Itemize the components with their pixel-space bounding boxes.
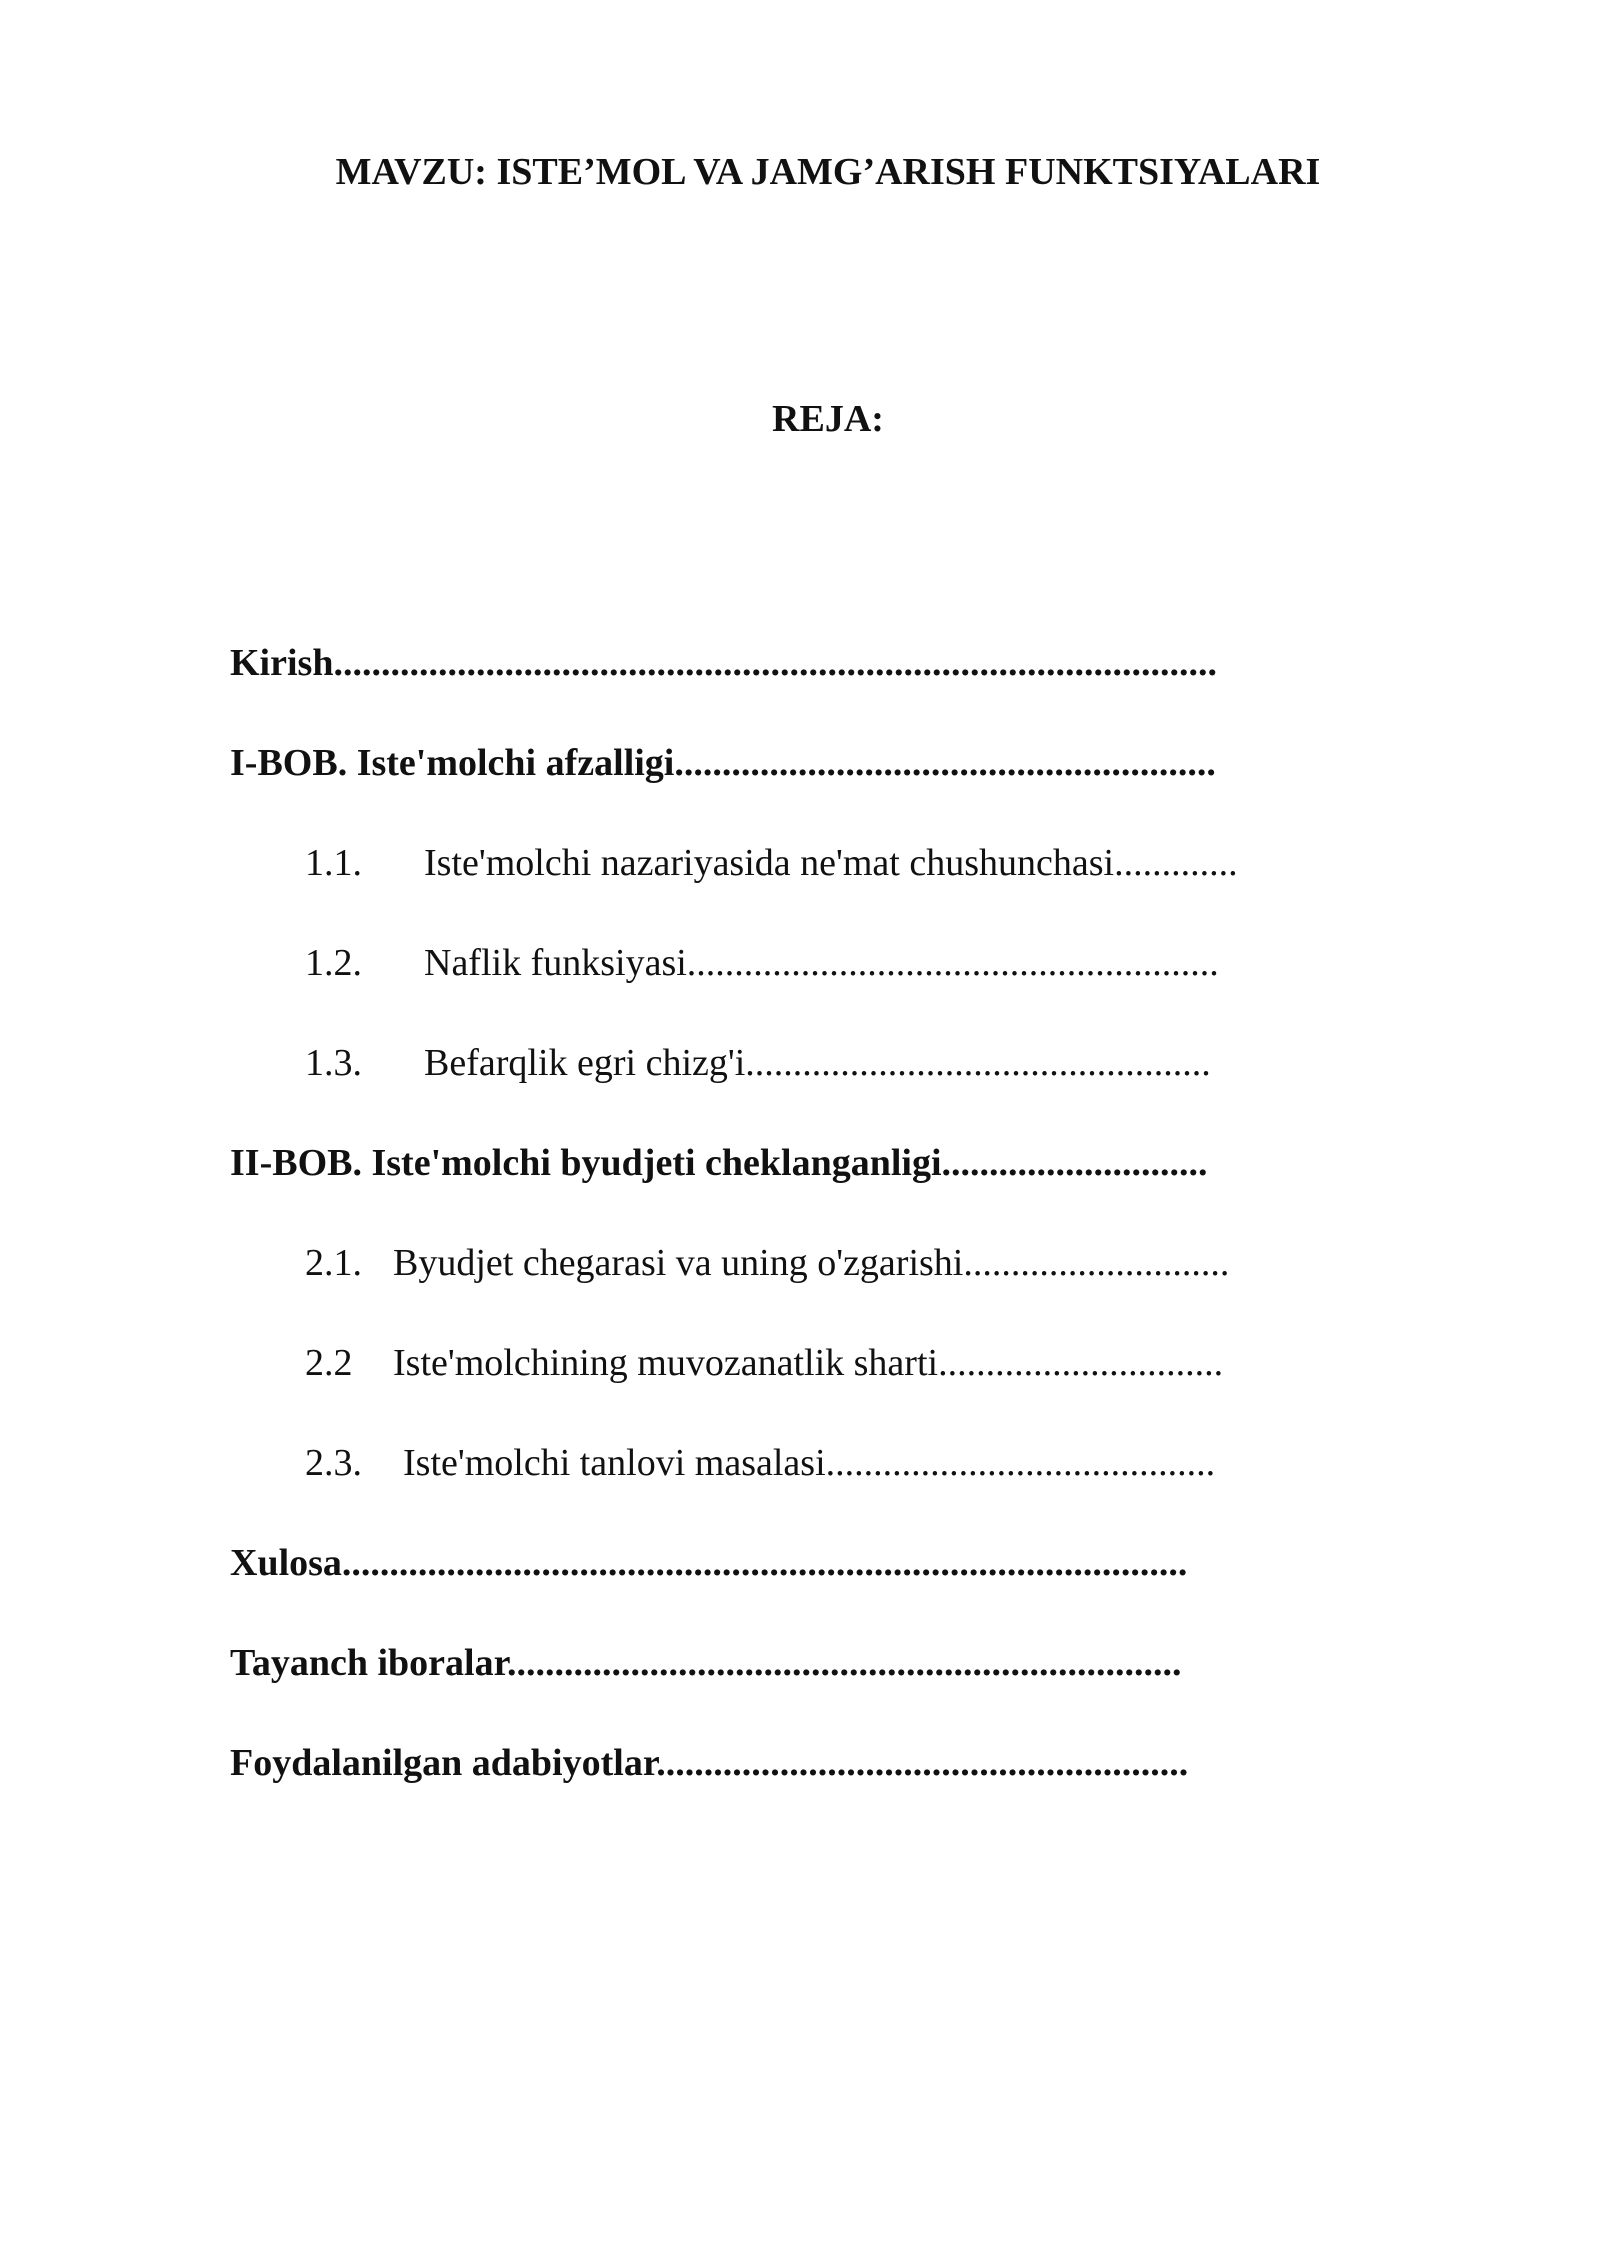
toc-entry-number: 2.2 [305, 1342, 353, 1384]
toc-entry-number: 1.1. [305, 842, 362, 884]
toc-entry-text: II-BOB. Iste'molchi byudjeti cheklanganligi............................ [230, 1142, 1208, 1184]
toc-entry-2-1 [305, 1240, 1229, 1286]
toc-entry-number: 1.3. [305, 1042, 362, 1084]
toc-entry-text: Naflik funksiyasi........................................................ [424, 942, 1219, 984]
toc-entry-text: Kirish............................................................................................. [230, 642, 1217, 684]
toc-entry-text: Byudjet chegarasi va uning o'zgarishi............................ [393, 1242, 1230, 1284]
toc-entry-text: Xulosa......................................................................................... [230, 1542, 1188, 1584]
toc-entry-text: Iste'molchi tanlovi masalasi......................................... [403, 1442, 1216, 1484]
toc-entry-2-3 [305, 1440, 1215, 1486]
toc-entry-chapter-2 [230, 1140, 1208, 1186]
toc-entry-text: Tayanch iboralar....................................................................... [230, 1642, 1182, 1684]
toc-entry-number: 2.3. [305, 1442, 362, 1484]
toc-entry-key-terms [230, 1640, 1181, 1686]
toc-entry-1-2 [305, 940, 1219, 986]
toc-entry-1-1 [305, 840, 1238, 886]
toc-entry-text: Befarqlik egri chizg'i................................................. [424, 1042, 1211, 1084]
toc-entry-number: 1.2. [305, 942, 362, 984]
document-title: MAVZU: ISTE’MOL VA JAMG’ARISH FUNKTSIYALARI [335, 151, 1321, 193]
toc-entry-introduction [230, 640, 1217, 686]
toc-entry-references [230, 1740, 1188, 1786]
toc-entry-text: Iste'molchi nazariyasida ne'mat chushunchasi............. [424, 842, 1238, 884]
toc-entry-text: Iste'molchining muvozanatlik sharti.............................. [393, 1342, 1224, 1384]
plan-heading: REJA: [772, 398, 884, 440]
toc-entry-text: I-BOB. Iste'molchi afzalligi......................................................... [230, 742, 1216, 784]
toc-entry-conclusion [230, 1540, 1187, 1586]
toc-entry-1-3 [305, 1040, 1211, 1086]
toc-entry-number: 2.1. [305, 1242, 362, 1284]
toc-entry-chapter-1 [230, 740, 1216, 786]
toc-entry-2-2 [305, 1340, 1223, 1386]
toc-entry-text: Foydalanilgan adabiyotlar........................................................ [230, 1742, 1189, 1784]
